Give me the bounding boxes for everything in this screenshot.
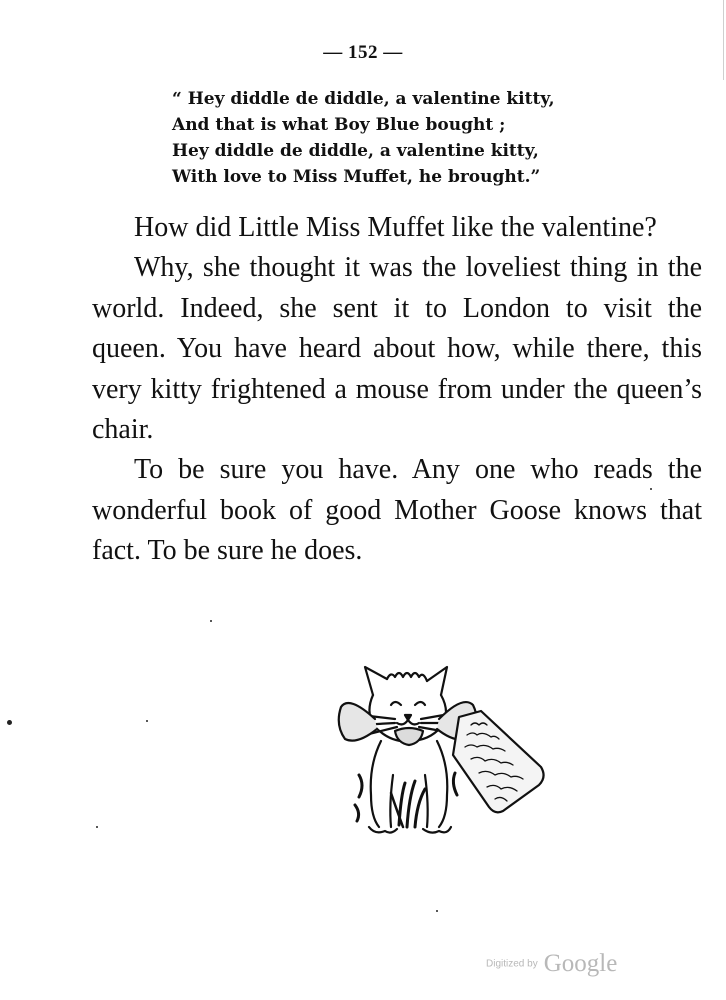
print-speck (7, 720, 12, 725)
print-speck (146, 720, 148, 722)
prose-body (92, 208, 702, 572)
print-speck (436, 910, 438, 912)
print-speck (96, 826, 98, 828)
page-edge (723, 0, 724, 80)
digitized-label: Digitized by (486, 958, 538, 970)
kitten-with-bow-and-valentine-card-icon (335, 655, 550, 840)
print-speck (210, 620, 212, 622)
paragraph: To be sure you have. Any one who reads the wonderful book of good Mother Goose knows that fact. To be sure he does. (92, 454, 702, 567)
poem-line: Hey diddle de diddle, a valentine kitty, (172, 141, 539, 161)
paragraph: How did Little Miss Muffet like the valentine? (134, 212, 657, 243)
print-speck (650, 488, 652, 490)
poem-line: And that is what Boy Blue bought ; (172, 115, 506, 135)
google-logo: Google (543, 950, 618, 977)
digitized-watermark (486, 950, 617, 978)
page-number: — 152 — (323, 42, 403, 63)
poem-stanza (172, 86, 555, 190)
paragraph: Why, she thought it was the loveliest thing in the world. Indeed, she sent it to London to visit the queen. You have heard about how, while there, this very kitty frightened a mouse from under the queen’s chair. (92, 252, 702, 446)
poem-line: “ Hey diddle de diddle, a valentine kitty, (172, 89, 555, 109)
poem-line: With love to Miss Muffet, he brought.” (172, 167, 541, 187)
